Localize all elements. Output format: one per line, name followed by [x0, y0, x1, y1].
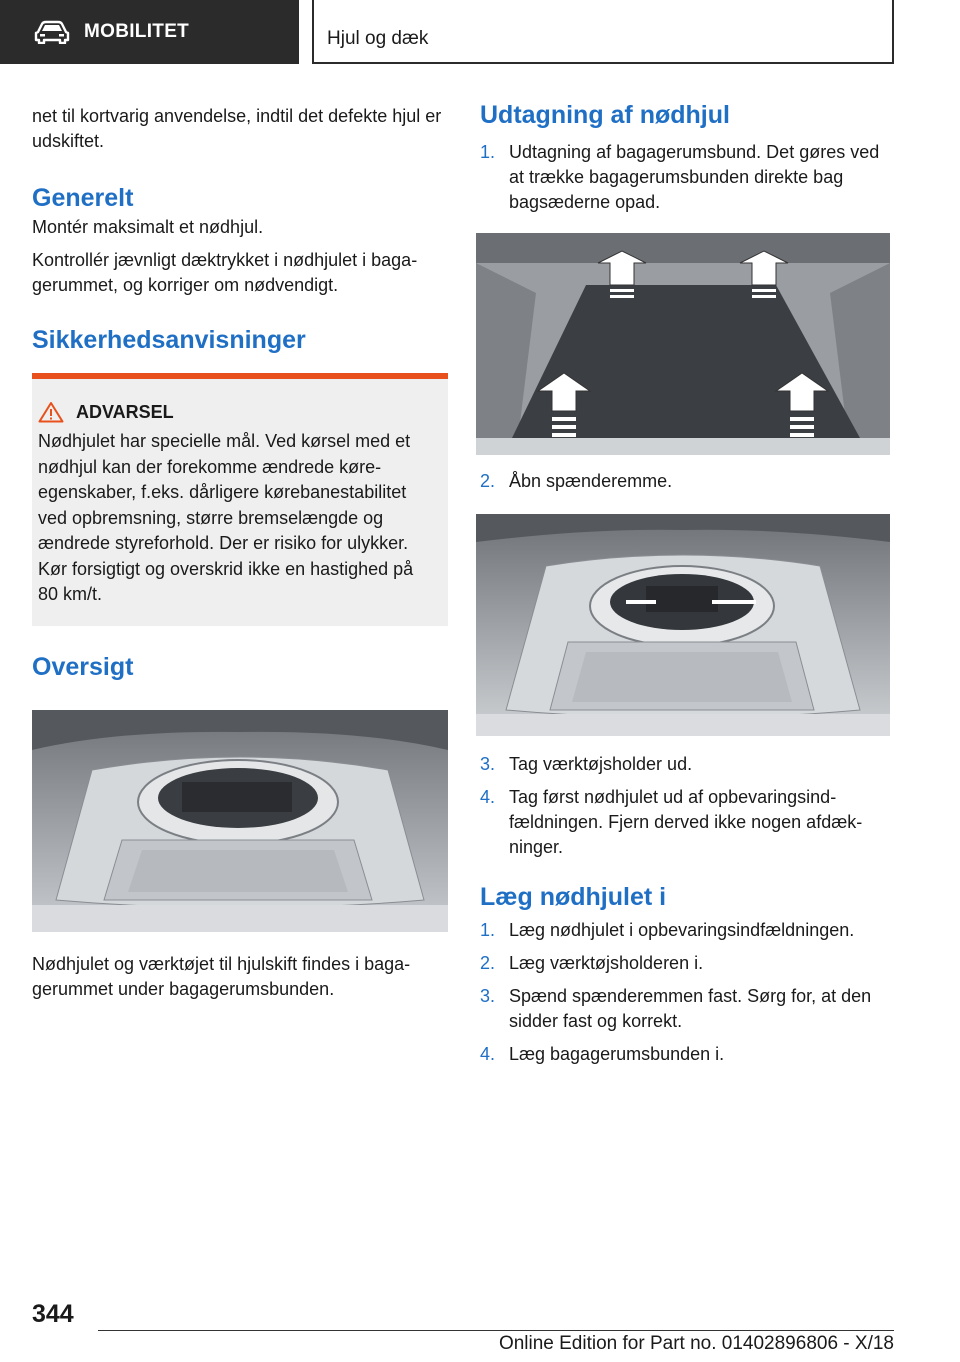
insert-steps: [480, 918, 898, 1067]
trunk-floor-arrows-image: [476, 233, 890, 455]
insert-step: [480, 984, 898, 1034]
step-number: 1.: [480, 920, 496, 940]
oversigt-caption: Nødhjulet og værktøjet til hjulskift findes i bagagerummet under bagagerumsbunden.: [32, 953, 411, 999]
heading-generelt: Generelt: [32, 184, 134, 212]
warning-title: ADVARSEL: [76, 401, 174, 422]
topic-header: [312, 0, 894, 64]
insert-step: [480, 1042, 898, 1067]
warning-text: Nødhjulet har specielle mål. Ved kørsel med et nødhjul kan der forekomme ændrede køreegenskaber, f.eks. dårligere kørebanestabilitet ved opbremsning, større bremselængde og ændrede styreforhold. Der er risiko for ulykker. Kør forsigtigt og overskrid ikke en hastighed på 80 km/t.: [38, 431, 414, 604]
spare-wheel-well-image: [476, 514, 890, 736]
step-text: Åbn spænderemme.: [509, 471, 673, 491]
page-number: 344: [32, 1300, 74, 1328]
intro-paragraph: net til kortvarig anvendelse, indtil det defekte hjul er udskiftet.: [32, 106, 442, 151]
step-text: Spænd spænderemmen fast. Sørg for, at den sidder fast og korrekt.: [509, 986, 872, 1031]
step-number: 4.: [480, 787, 496, 807]
step-number: 2.: [480, 953, 496, 973]
remove-step: [480, 140, 898, 215]
step-text: Læg værktøjsholderen i.: [509, 953, 704, 973]
insert-step: [480, 918, 898, 943]
warning-title-row: [38, 401, 436, 423]
spare-wheel-overview-image: [32, 710, 448, 932]
generelt-paragraph-2: Kontrollér jævnligt dæktrykket i nødhjulet i bagagerummet, og korriger om nødvendigt.: [32, 250, 418, 295]
step-number: 4.: [480, 1044, 496, 1064]
right-column: [480, 100, 898, 1067]
remove-steps-a: [480, 140, 898, 215]
left-column: [32, 104, 448, 1002]
step-number: 2.: [480, 471, 496, 491]
insert-step: [480, 951, 898, 976]
step-number: 3.: [480, 986, 496, 1006]
generelt-paragraph-1: Montér maksimalt et nødhjul.: [32, 217, 264, 237]
heading-oversigt: Oversigt: [32, 652, 134, 681]
warning-triangle-icon: [38, 401, 64, 423]
step-number: 1.: [480, 142, 496, 162]
step-text: Tag værktøjsholder ud.: [509, 754, 693, 774]
remove-step: [480, 785, 898, 860]
topic-label: Hjul og dæk: [327, 28, 429, 49]
section-tab: [0, 0, 299, 64]
remove-step: [480, 469, 898, 494]
remove-steps-c: [480, 752, 898, 860]
section-label: MOBILITET: [84, 21, 190, 42]
warning-box: [32, 373, 448, 626]
heading-insert-spare: Læg nødhjulet i: [480, 883, 667, 911]
step-text: Tag først nødhjulet ud af opbevaringsindfældningen. Fjern derved ikke nogen afdækninger.: [509, 787, 863, 857]
remove-step: [480, 752, 898, 777]
step-text: Læg bagagerumsbunden i.: [509, 1044, 725, 1064]
remove-steps-b: [480, 469, 898, 494]
car-icon: [34, 20, 70, 44]
heading-remove-spare: Udtagning af nødhjul: [480, 101, 730, 129]
step-text: Udtagning af bagagerumsbund. Det gøres ved at trække bagagerumsbunden direkte bag bagsæderne opad.: [509, 142, 880, 212]
step-text: Læg nødhjulet i opbevaringsindfældningen.: [509, 920, 855, 940]
footer-divider: [98, 1330, 894, 1331]
heading-safety: Sikkerhedsanvisninger: [32, 326, 306, 354]
edition-note: Online Edition for Part no. 01402896806 - X/18: [498, 1333, 894, 1354]
step-number: 3.: [480, 754, 496, 774]
